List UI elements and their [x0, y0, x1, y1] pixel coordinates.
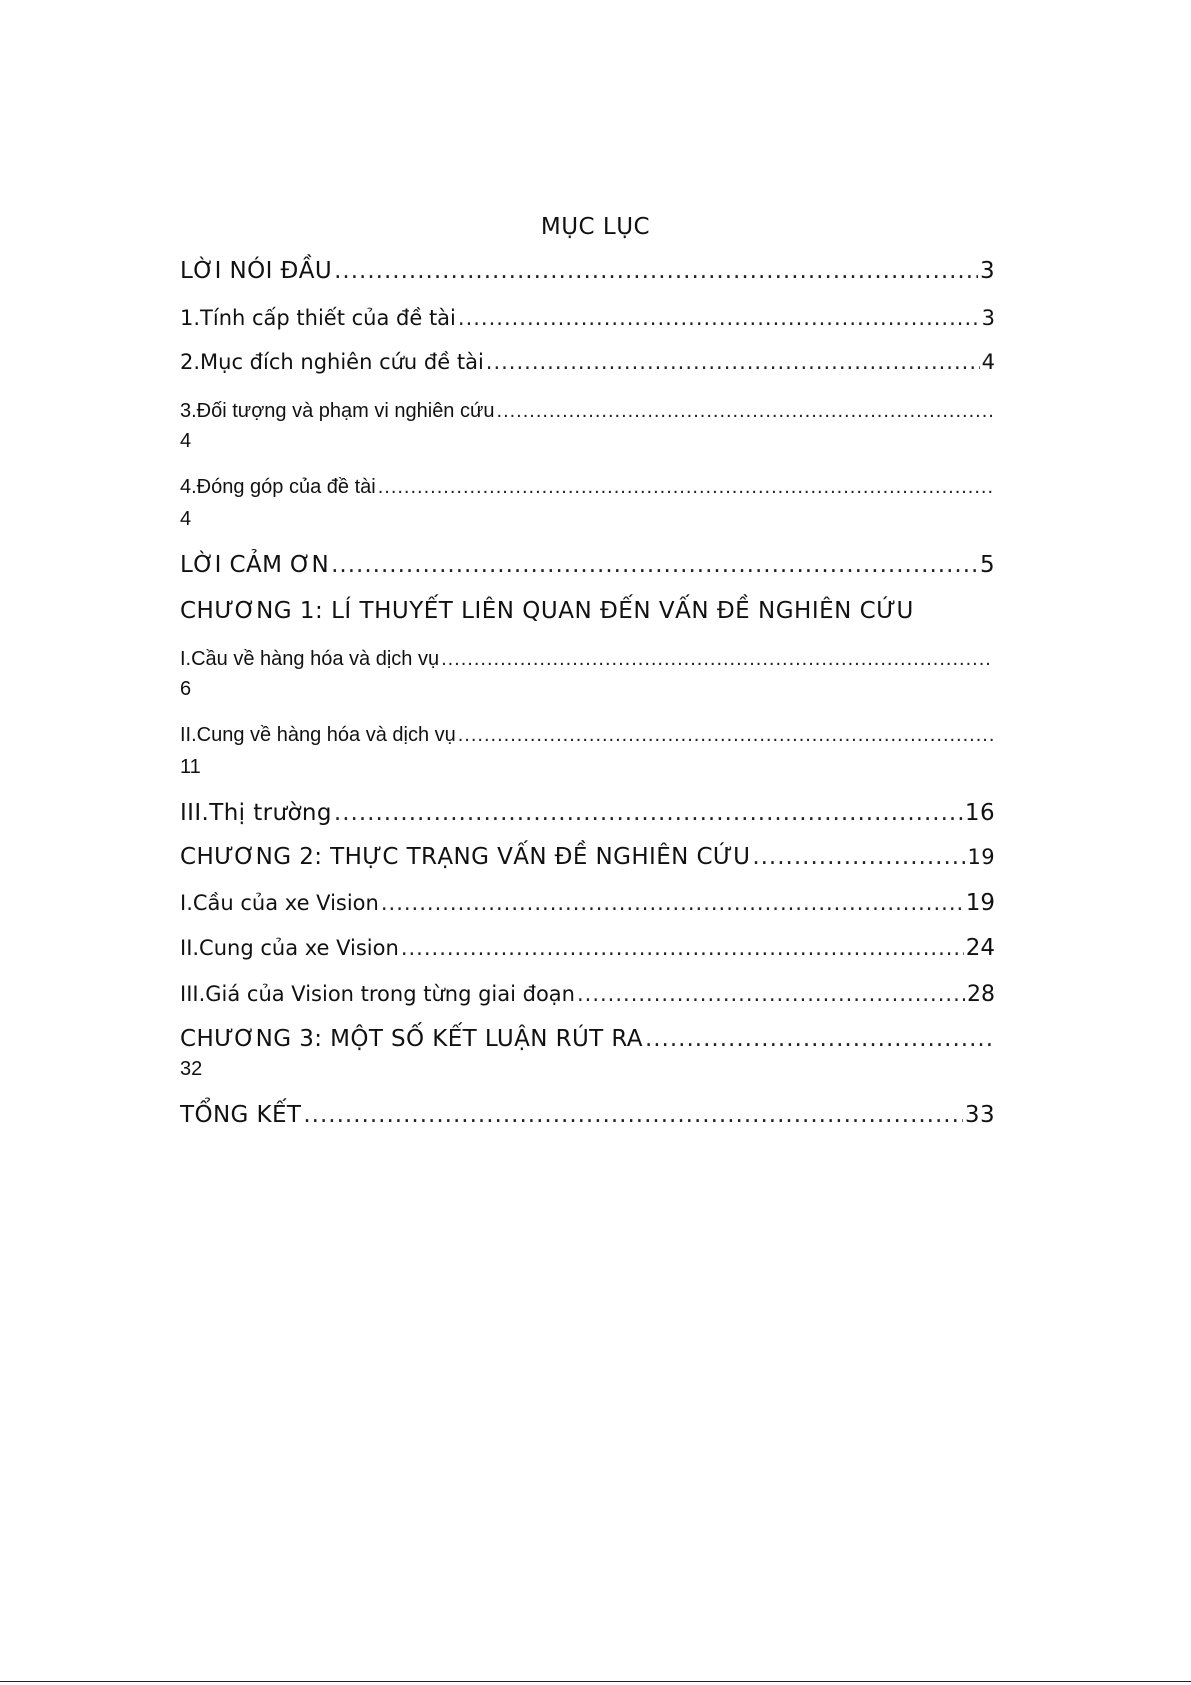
dot-leader — [458, 724, 993, 747]
toc-entry-label: CHƯƠNG 3: MỘT SỐ KẾT LUẬN RÚT RA — [180, 1026, 643, 1052]
toc-entry-label: II.Cung về hàng hóa và dịch vụ — [180, 724, 456, 746]
dot-leader — [486, 350, 980, 374]
toc-entry-tong-ket[interactable] — [180, 1102, 995, 1128]
toc-chapter-1-heading[interactable]: CHƯƠNG 1: LÍ THUYẾT LIÊN QUAN ĐẾN VẤN ĐỀ NGHIÊN CỨU — [180, 598, 914, 624]
toc-entry-label: III.Thị trường — [180, 800, 332, 826]
toc-entry-page: 6 — [180, 678, 192, 700]
toc-entry-page: 32 — [180, 1058, 203, 1080]
dot-leader — [331, 552, 978, 578]
toc-entry-chapter-2[interactable] — [180, 844, 995, 870]
toc-entry-cau-vision[interactable] — [180, 890, 995, 916]
dot-leader — [458, 306, 980, 330]
toc-entry-page: 19 — [965, 890, 995, 916]
toc-entry-label: LỜI NÓI ĐẦU — [180, 258, 333, 284]
toc-entry-page: 4 — [180, 430, 192, 452]
dot-leader — [577, 982, 965, 1006]
toc-entry-page: 19 — [967, 845, 995, 869]
toc-entry-label: LỜI CẢM ƠN — [180, 552, 330, 578]
toc-entry-page: 5 — [979, 552, 995, 578]
toc-entry-label: 2.Mục đích nghiên cứu đề tài — [180, 350, 484, 374]
dot-leader — [334, 800, 963, 826]
toc-entry-label: 3.Đối tượng và phạm vi nghiên cứu — [180, 400, 495, 422]
toc-entry-muc-dich[interactable] — [180, 350, 995, 374]
toc-entry-label: III.Giá của Vision trong từng giai đoạn — [180, 982, 575, 1006]
toc-entry-label: I.Cầu về hàng hóa và dịch vụ — [180, 648, 440, 670]
toc-entry-page: 4 — [981, 350, 995, 374]
toc-entry-page: 16 — [964, 800, 995, 826]
toc-entry-label: I.Cầu của xe Vision — [180, 891, 379, 915]
toc-entry-dong-gop[interactable] — [180, 476, 995, 499]
toc-entry-chapter-3[interactable] — [180, 1026, 995, 1052]
dot-leader — [378, 476, 993, 499]
toc-entry-cau-hang-hoa[interactable] — [180, 648, 995, 671]
toc-entry-page: 4 — [180, 508, 192, 530]
dot-leader — [645, 1026, 993, 1052]
toc-entry-cung-vision[interactable] — [180, 935, 995, 961]
toc-entry-page: 11 — [180, 756, 201, 778]
toc-entry-page: 33 — [964, 1102, 995, 1128]
toc-entry-loi-noi-dau[interactable] — [180, 258, 995, 284]
toc-entry-label: 4.Đóng góp của đề tài — [180, 476, 376, 498]
toc-entry-page: 24 — [965, 935, 995, 961]
toc-entry-label: II.Cung của xe Vision — [180, 936, 399, 960]
toc-entry-page: 3 — [981, 306, 995, 330]
toc-entry-loi-cam-on[interactable] — [180, 552, 995, 578]
dot-leader — [441, 648, 993, 671]
toc-title: MỤC LỤC — [540, 214, 651, 240]
toc-entry-cung-hang-hoa[interactable] — [180, 724, 995, 747]
dot-leader — [401, 936, 964, 960]
dot-leader — [303, 1102, 963, 1128]
toc-entry-page: 28 — [967, 982, 995, 1007]
toc-entry-page: 3 — [979, 258, 995, 284]
toc-entry-doi-tuong[interactable] — [180, 400, 995, 423]
toc-entry-tinh-cap-thiet[interactable] — [180, 306, 995, 330]
dot-leader — [752, 844, 965, 870]
toc-entry-label: TỔNG KẾT — [180, 1102, 302, 1128]
toc-entry-label: CHƯƠNG 2: THỰC TRẠNG VẤN ĐỀ NGHIÊN CỨU — [180, 844, 751, 870]
page-bottom-rule — [0, 1681, 1191, 1682]
dot-leader — [381, 891, 964, 915]
toc-entry-gia-vision[interactable] — [180, 982, 995, 1007]
dot-leader — [497, 400, 993, 423]
toc-entry-thi-truong[interactable] — [180, 800, 995, 826]
toc-entry-label: 1.Tính cấp thiết của đề tài — [180, 306, 456, 330]
dot-leader — [334, 258, 978, 284]
